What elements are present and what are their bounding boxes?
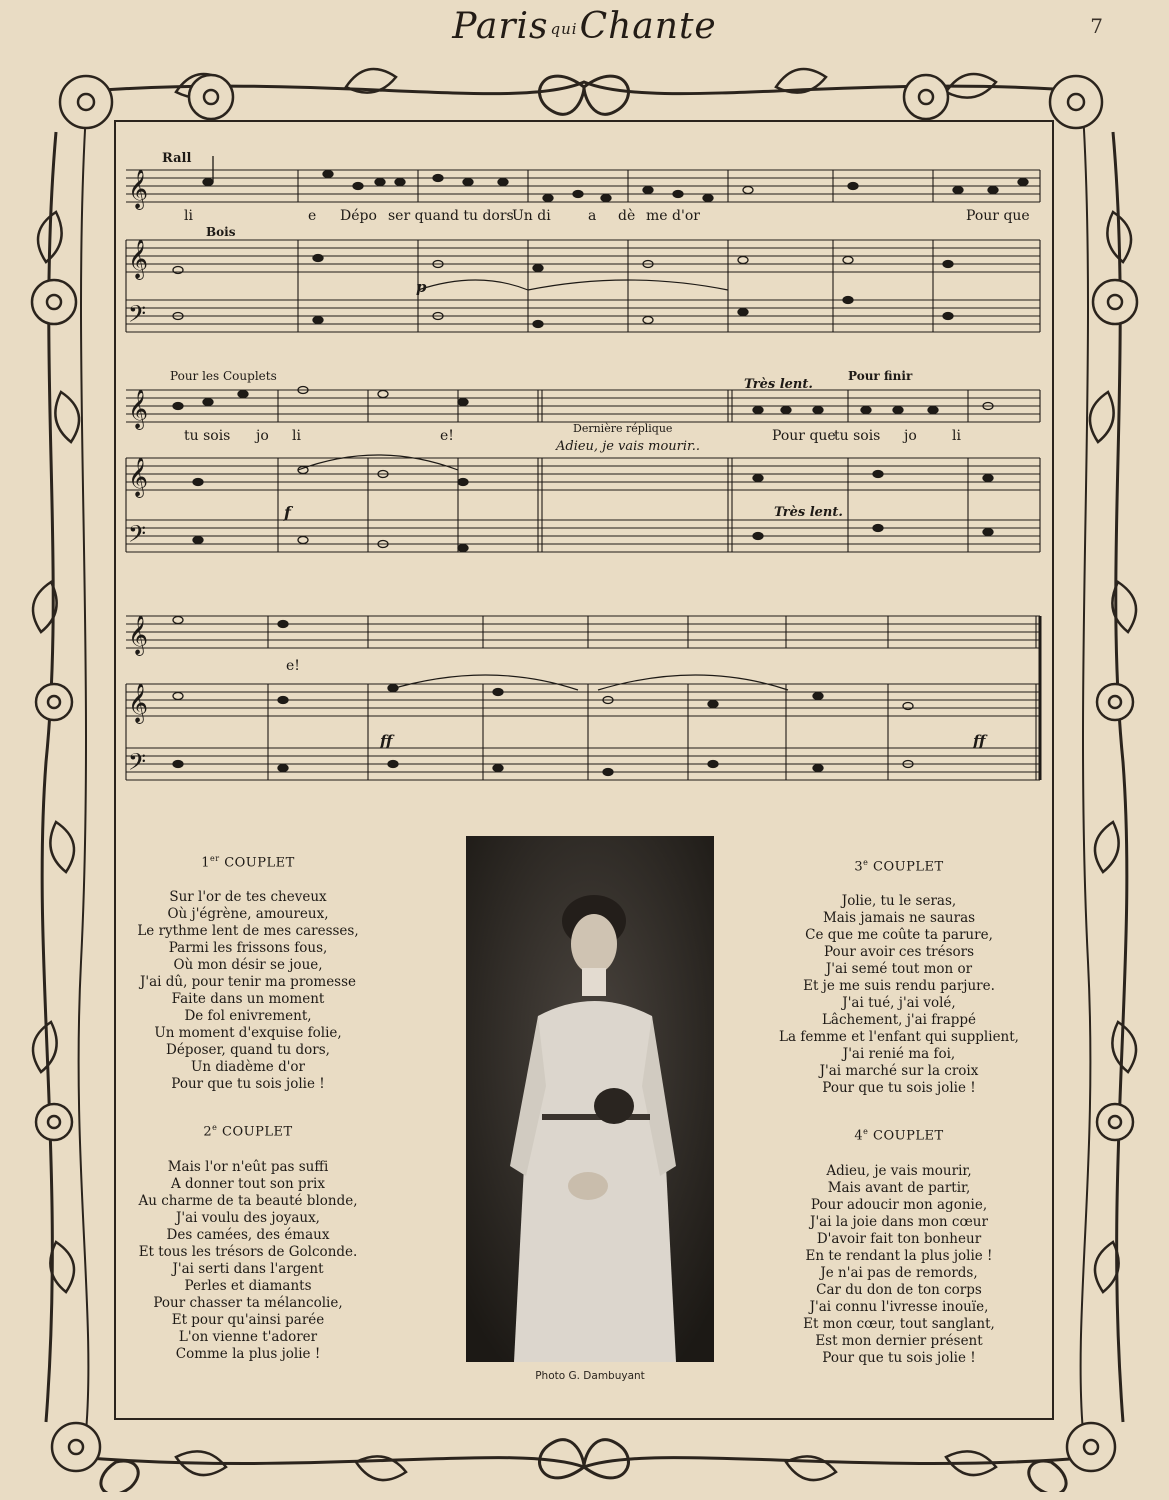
verse-line: J'ai renié ma foi, bbox=[842, 1046, 956, 1063]
verse-line: Car du don de ton corps bbox=[816, 1281, 982, 1298]
label-tres-lent: Très lent. bbox=[744, 377, 813, 392]
verse-line: En te rendant la plus jolie ! bbox=[805, 1247, 993, 1264]
singer-photo bbox=[466, 836, 714, 1362]
svg-text:jo: jo bbox=[256, 428, 269, 444]
svg-text:tu sois: tu sois bbox=[834, 428, 881, 444]
verse-line: Lâchement, j'ai frappé bbox=[821, 1012, 977, 1029]
svg-text:me d'or: me d'or bbox=[646, 208, 700, 224]
verse-line: Ce que me coûte ta parure, bbox=[805, 927, 993, 944]
svg-text:𝄞: 𝄞 bbox=[128, 615, 149, 655]
verse-line: Des camées, des émaux bbox=[166, 1226, 330, 1243]
verse-line: Mais avant de partir, bbox=[827, 1179, 971, 1196]
verse-line: Jolie, tu le seras, bbox=[841, 893, 957, 910]
svg-text:𝄞: 𝄞 bbox=[128, 389, 149, 429]
verse-line: Je n'ai pas de remords, bbox=[820, 1264, 978, 1281]
verse-line: Déposer, quand tu dors, bbox=[166, 1042, 330, 1059]
lyric-system3: e! bbox=[286, 658, 300, 674]
dynamic-f: f bbox=[284, 503, 291, 522]
couplet-4-verse bbox=[766, 1163, 1032, 1367]
couplet-2-verse bbox=[120, 1159, 376, 1363]
masthead bbox=[0, 6, 1169, 47]
svg-text:𝄢: 𝄢 bbox=[128, 748, 147, 781]
lyrics-system1 bbox=[184, 208, 1030, 224]
couplet-3 bbox=[766, 854, 1032, 1367]
verse-line: J'ai la joie dans mon cœur bbox=[810, 1213, 988, 1230]
verse-line: J'ai dû, pour tenir ma promesse bbox=[139, 974, 357, 991]
svg-text:a: a bbox=[588, 208, 597, 224]
verse-line: Perles et diamants bbox=[184, 1277, 312, 1294]
verse-line: Sur l'or de tes cheveux bbox=[169, 889, 327, 906]
svg-text:𝄞: 𝄞 bbox=[128, 457, 149, 497]
instrument-cue: Bois bbox=[206, 225, 236, 239]
verse-line: J'ai tué, j'ai volé, bbox=[842, 995, 956, 1012]
couplet-2-heading: 2e COUPLET bbox=[203, 1123, 293, 1140]
svg-text:ser quand tu dors: ser quand tu dors bbox=[388, 208, 514, 224]
label-adieu: Adieu, je vais mourir.. bbox=[556, 439, 701, 454]
verse-line: J'ai serti dans l'argent bbox=[172, 1260, 324, 1277]
couplet-1-verse bbox=[120, 889, 376, 1093]
page-number: 7 bbox=[1090, 14, 1103, 38]
verse-line: Et mon cœur, tout sanglant, bbox=[803, 1315, 995, 1332]
verse-line: Le rythme lent de mes caresses, bbox=[137, 923, 359, 940]
verse-line: J'ai marché sur la croix bbox=[819, 1063, 979, 1080]
dynamic-p: p bbox=[416, 278, 427, 296]
verse-line: Mais l'or n'eût pas suffi bbox=[167, 1158, 329, 1175]
verse-line: Parmi les frissons fous, bbox=[168, 940, 328, 957]
verse-line: Un moment d'exquise folie, bbox=[154, 1025, 342, 1042]
verse-line: Est mon dernier présent bbox=[815, 1332, 983, 1349]
verse-line: Pour que tu sois jolie ! bbox=[822, 1349, 976, 1366]
photo-credit: Photo G. Dambuyant bbox=[535, 1370, 645, 1382]
verse-line: Un diadème d'or bbox=[190, 1059, 306, 1076]
verse-line: Mais jamais ne sauras bbox=[822, 910, 976, 927]
verse-line: L'on vienne t'adorer bbox=[178, 1328, 318, 1345]
verse-line: Adieu, je vais mourir, bbox=[826, 1162, 972, 1179]
verse-line: La femme et l'enfant qui supplient, bbox=[779, 1029, 1019, 1046]
couplet-1-heading: 1er COUPLET bbox=[201, 854, 295, 871]
verse-line: Et pour qu'ainsi parée bbox=[171, 1311, 325, 1328]
tempo-mark-rall: Rall bbox=[162, 151, 192, 166]
verse-line: Où mon désir se joue, bbox=[173, 957, 323, 974]
verse-line: Pour que tu sois jolie ! bbox=[171, 1076, 325, 1093]
svg-text:𝄢: 𝄢 bbox=[128, 300, 147, 333]
svg-text:e!: e! bbox=[440, 428, 454, 444]
svg-text:Dépo: Dépo bbox=[340, 208, 377, 224]
svg-text:jo: jo bbox=[904, 428, 917, 444]
couplet-3-heading: 3e COUPLET bbox=[854, 858, 944, 875]
svg-text:𝄞: 𝄞 bbox=[128, 239, 149, 279]
couplet-4-heading: 4e COUPLET bbox=[854, 1127, 944, 1144]
couplet-3-verse bbox=[766, 893, 1032, 1097]
svg-text:Pour que: Pour que bbox=[966, 208, 1030, 224]
svg-text:Un di: Un di bbox=[512, 208, 551, 224]
svg-text:𝄞: 𝄞 bbox=[128, 169, 149, 209]
magazine-title: Paris quiChante bbox=[452, 6, 717, 47]
label-pour-finir: Pour finir bbox=[848, 369, 913, 383]
verse-line: Pour avoir ces trésors bbox=[823, 944, 975, 961]
dynamic-ff-1: ff bbox=[380, 732, 393, 750]
svg-text:dè: dè bbox=[618, 208, 636, 224]
svg-text:li: li bbox=[952, 428, 961, 444]
label-pour-les-couplets: Pour les Couplets bbox=[170, 369, 277, 383]
couplet-1 bbox=[120, 850, 376, 1363]
svg-text:𝄢: 𝄢 bbox=[128, 520, 147, 553]
dynamic-ff-2: ff bbox=[973, 732, 986, 750]
svg-text:e: e bbox=[308, 208, 317, 224]
verse-line: A donner tout son prix bbox=[171, 1175, 325, 1192]
label-derniere-replique: Dernière réplique bbox=[573, 422, 673, 435]
verse-line: Pour chasser ta mélancolie, bbox=[153, 1294, 343, 1311]
verse-line: Au charme de ta beauté blonde, bbox=[138, 1192, 358, 1209]
svg-text:𝄞: 𝄞 bbox=[128, 683, 149, 723]
verse-line: Pour adoucir mon agonie, bbox=[810, 1196, 988, 1213]
verse-line: J'ai connu l'ivresse inouïe, bbox=[809, 1298, 989, 1315]
verse-line: Et tous les trésors de Golconde. bbox=[138, 1243, 358, 1260]
svg-text:li: li bbox=[184, 208, 193, 224]
verse-line: Et je me suis rendu parjure. bbox=[803, 978, 995, 995]
verse-line: J'ai semé tout mon or bbox=[825, 961, 973, 978]
verse-line: D'avoir fait ton bonheur bbox=[816, 1230, 982, 1247]
verse-line: Faite dans un moment bbox=[171, 991, 325, 1008]
svg-text:li: li bbox=[292, 428, 301, 444]
svg-text:tu sois: tu sois bbox=[184, 428, 231, 444]
verse-line: Pour que tu sois jolie ! bbox=[822, 1080, 976, 1097]
svg-text:Pour que: Pour que bbox=[772, 428, 836, 444]
label-tres-lent-bass: Très lent. bbox=[774, 505, 843, 520]
verse-line: Comme la plus jolie ! bbox=[175, 1345, 321, 1362]
verse-line: De fol enivrement, bbox=[184, 1008, 312, 1025]
verse-line: Où j'égrène, amoureux, bbox=[167, 906, 329, 923]
verse-line: J'ai voulu des joyaux, bbox=[176, 1209, 320, 1226]
music-score bbox=[118, 140, 1048, 820]
